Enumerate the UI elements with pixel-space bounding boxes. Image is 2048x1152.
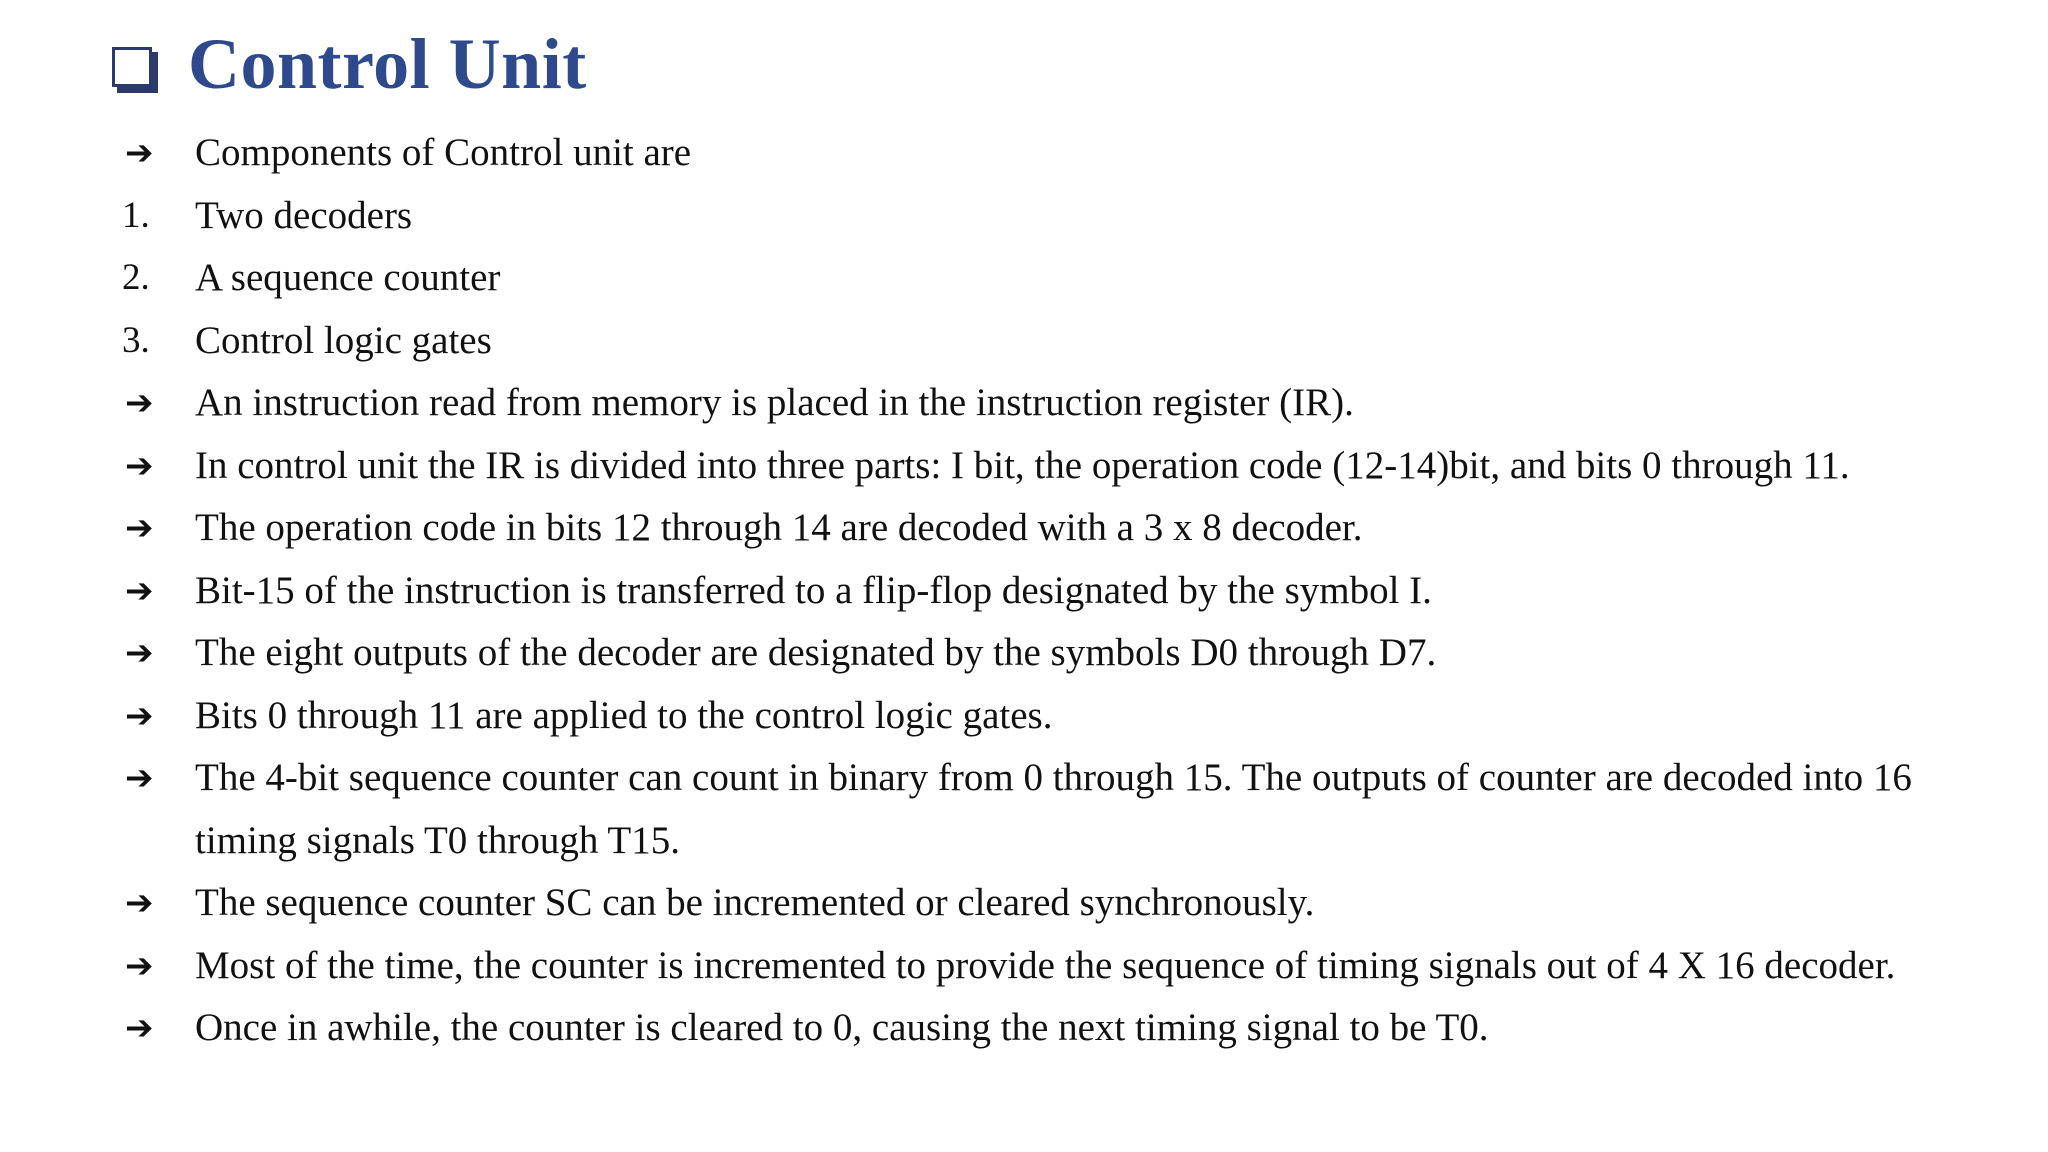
- list-item: [120, 310, 2020, 373]
- arrow-bullet-icon: ➔: [125, 758, 154, 798]
- list-item-text: Two decoders: [195, 193, 413, 237]
- list-item-text: [195, 747, 1912, 872]
- list-item: [120, 372, 2020, 435]
- arrow-bullet-icon: ➔: [125, 633, 154, 673]
- arrow-bullet-icon: ➔: [125, 695, 154, 736]
- list-item: [120, 497, 2020, 560]
- bullet-list: [120, 122, 2020, 1060]
- arrow-bullet-icon: ➔: [125, 570, 154, 611]
- list-item: [120, 935, 2020, 998]
- arrow-bullet-icon: ➔: [125, 945, 154, 986]
- list-item: [120, 185, 2020, 248]
- list-item-text: Most of the time, the counter is incremented to provide the sequence of timing signals out of 4 X 16 decoder.: [195, 943, 1896, 987]
- list-item-text-line-1: The 4-bit sequence counter can count in binary from 0 through 15. The outputs of counter are decoded into 16: [195, 756, 1912, 799]
- arrow-bullet-icon: ➔: [125, 508, 154, 548]
- list-item-text: The eight outputs of the decoder are designated by the symbols D0 through D7.: [195, 631, 1437, 674]
- arrow-bullet-icon: ➔: [125, 383, 154, 423]
- list-item-text: A sequence counter: [195, 256, 501, 299]
- list-item-text: Once in awhile, the counter is cleared to 0, causing the next timing signal to be T0.: [195, 1006, 1489, 1049]
- list-item: [120, 747, 2020, 872]
- list-number: 2.: [122, 257, 150, 298]
- arrow-bullet-icon: ➔: [125, 883, 154, 923]
- arrow-bullet-icon: ➔: [125, 445, 154, 486]
- list-item-text: The operation code in bits 12 through 14 are decoded with a 3 x 8 decoder.: [195, 506, 1363, 549]
- checkbox-square-icon: [112, 47, 152, 87]
- list-item-text: Control logic gates: [195, 318, 492, 362]
- arrow-bullet-icon: ➔: [125, 133, 154, 173]
- list-item-text: Components of Control unit are: [195, 131, 692, 174]
- list-item-text: Bit-15 of the instruction is transferred to a flip-flop designated by the symbol I.: [195, 568, 1432, 612]
- list-item: [120, 872, 2020, 935]
- list-number: 3.: [122, 319, 150, 361]
- list-item-text: In control unit the IR is divided into three parts: I bit, the operation code (12-14)bit, and bits 0 through 11.: [195, 443, 1850, 487]
- list-item: [120, 435, 2020, 498]
- list-item: [120, 685, 2020, 748]
- arrow-bullet-icon: ➔: [125, 1008, 154, 1048]
- list-item: [120, 247, 2020, 310]
- title-row: [112, 24, 587, 104]
- list-item-text: The sequence counter SC can be incremented or cleared synchronously.: [195, 881, 1315, 924]
- list-item: [120, 560, 2020, 623]
- list-item: [120, 622, 2020, 685]
- page-title: Control Unit: [188, 24, 587, 104]
- list-item: [120, 122, 2020, 185]
- list-number: 1.: [122, 194, 150, 236]
- list-item-text-line-2: timing signals T0 through T15.: [195, 818, 680, 862]
- list-item-text: An instruction read from memory is placed in the instruction register (IR).: [195, 381, 1354, 424]
- list-item: [120, 997, 2020, 1060]
- list-item-text: Bits 0 through 11 are applied to the control logic gates.: [195, 693, 1053, 737]
